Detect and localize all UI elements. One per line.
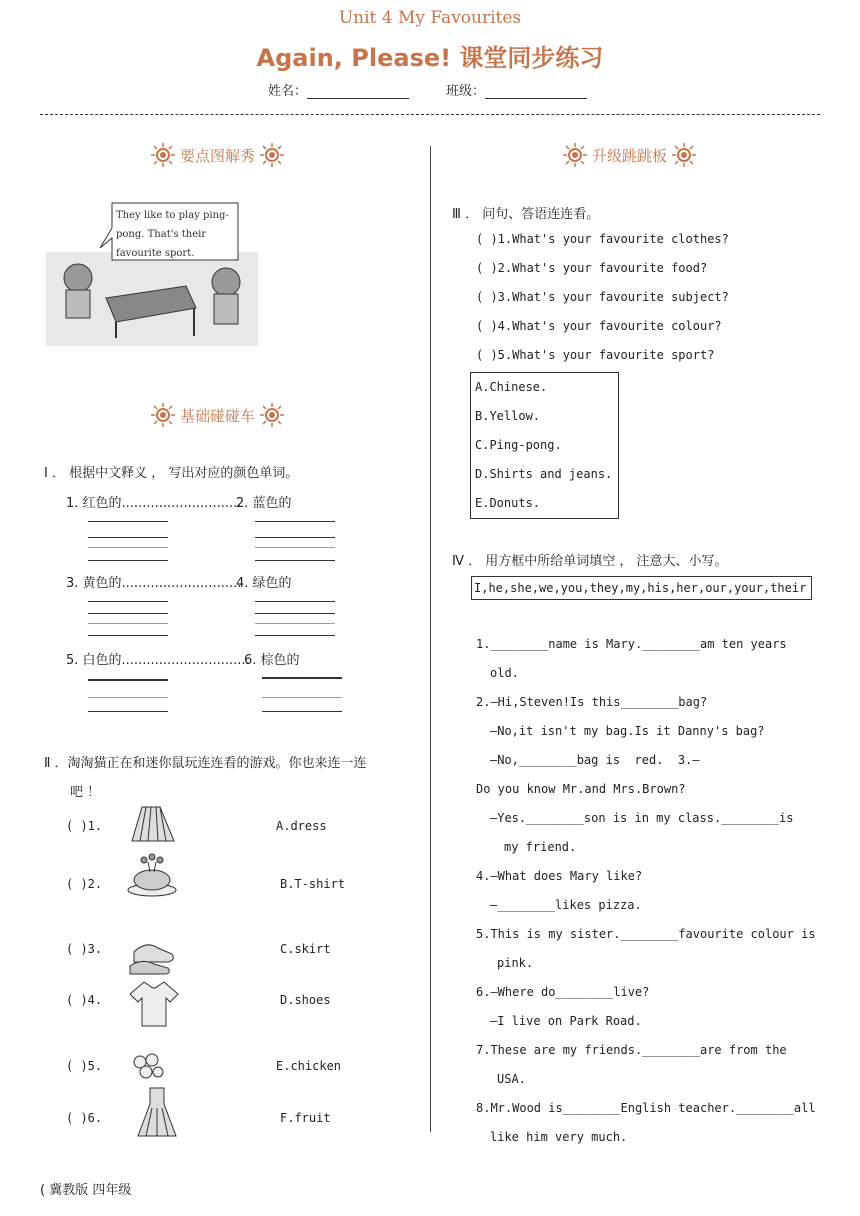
match-bracket[interactable]: ( )5. xyxy=(66,1059,103,1073)
writing-line[interactable] xyxy=(255,623,335,624)
name-blank[interactable] xyxy=(307,84,409,99)
part1-title: Ⅰ ． 根据中文释义 ， 写出对应的颜色单词。 xyxy=(44,466,299,481)
writing-line[interactable] xyxy=(255,560,335,561)
name-label: 姓名： xyxy=(268,84,308,99)
fill-line: Do you know Mr.and Mrs.Brown? xyxy=(476,782,686,796)
question-item[interactable]: ( )3.What's your favourite subject? xyxy=(476,290,729,304)
answer-option: D.Shirts and jeans. xyxy=(475,467,613,481)
writing-line[interactable] xyxy=(88,560,168,561)
color-prompt: 3. 黄色的............................. xyxy=(66,576,242,591)
part2-title: Ⅱ ．淘淘猫正在和迷你鼠玩连连看的游戏。你也来连一连 xyxy=(44,756,367,771)
color-prompt: 5. 白色的............................... xyxy=(66,653,250,668)
column-divider xyxy=(430,146,431,1132)
writing-line[interactable] xyxy=(255,547,335,548)
color-prompt: 4. 绿色的 xyxy=(236,576,292,591)
sun-ornament-icon xyxy=(562,142,588,168)
fill-line[interactable]: 8.Mr.Wood is________English teacher.________all xyxy=(476,1101,816,1115)
sun-ornament-icon xyxy=(671,142,697,168)
answer-options-box xyxy=(470,372,619,519)
writing-line[interactable] xyxy=(88,711,168,712)
fill-line[interactable]: 5.This is my sister.________favourite colour is xyxy=(476,927,816,941)
fill-line: pink. xyxy=(497,956,534,970)
writing-line[interactable] xyxy=(88,679,168,681)
writing-line[interactable] xyxy=(255,635,335,636)
writing-line[interactable] xyxy=(255,613,335,614)
writing-line[interactable] xyxy=(88,613,168,614)
writing-line[interactable] xyxy=(88,521,168,522)
writing-line[interactable] xyxy=(255,521,335,522)
sun-ornament-icon xyxy=(150,142,176,168)
fill-line: USA. xyxy=(497,1072,526,1086)
name-field[interactable] xyxy=(268,80,409,99)
part2-title-cont: 吧 ！ xyxy=(70,785,101,800)
fill-line: 4.—What does Mary like? xyxy=(476,869,643,883)
fill-line: like him very much. xyxy=(490,1130,628,1144)
skirt-icon xyxy=(128,803,178,845)
tshirt-icon xyxy=(128,978,180,1030)
answer-option: B.Yellow. xyxy=(475,409,541,423)
ping-pong-illustration xyxy=(46,198,258,346)
writing-line[interactable] xyxy=(88,601,168,602)
footer-text: ( 冀教版 四年级 xyxy=(40,1183,132,1198)
section-heading-3 xyxy=(562,142,697,168)
fill-line[interactable]: —Yes.________son is in my class.________is xyxy=(490,811,794,825)
match-answer: E.chicken xyxy=(276,1059,342,1073)
unit-title: Unit 4 My Favourites xyxy=(338,8,522,28)
fill-line: —I live on Park Road. xyxy=(490,1014,642,1028)
answer-option: C.Ping-pong. xyxy=(475,438,562,452)
color-prompt: 1. 红色的............................. xyxy=(66,496,242,511)
dashed-divider xyxy=(40,114,820,115)
writing-line[interactable] xyxy=(262,711,342,712)
dress-icon xyxy=(134,1086,180,1140)
writing-line[interactable] xyxy=(88,697,168,698)
fill-line: my friend. xyxy=(504,840,577,854)
question-item[interactable]: ( )4.What's your favourite colour? xyxy=(476,319,722,333)
sun-ornament-icon xyxy=(259,142,285,168)
writing-line[interactable] xyxy=(88,623,168,624)
section-heading-1 xyxy=(150,142,285,168)
sun-ornament-icon xyxy=(259,402,285,428)
answer-option: A.Chinese. xyxy=(475,380,548,394)
writing-line[interactable] xyxy=(262,697,342,698)
fill-line[interactable]: —________likes pizza. xyxy=(490,898,642,912)
class-label: 班级： xyxy=(446,84,486,99)
fill-line: —No,it isn't my bag.Is it Danny's bag? xyxy=(490,724,765,738)
match-answer: F.fruit xyxy=(280,1111,331,1125)
match-answer: A.dress xyxy=(276,819,327,833)
match-bracket[interactable]: ( )2. xyxy=(66,877,103,891)
fill-line[interactable]: 2.—Hi,Steven!Is this________bag? xyxy=(476,695,708,709)
fill-line[interactable]: 6.—Where do________live? xyxy=(476,985,650,999)
word-box: I,he,she,we,you,they,my,his,her,our,your,their xyxy=(471,576,812,600)
color-prompt: 2. 蓝色的 xyxy=(236,496,292,511)
writing-line[interactable] xyxy=(255,537,335,538)
match-answer: B.T-shirt xyxy=(280,877,346,891)
section-heading-2 xyxy=(150,402,285,428)
color-prompt: 6. 棕色的 xyxy=(244,653,300,668)
question-item[interactable]: ( )2.What's your favourite food? xyxy=(476,261,708,275)
answer-option: E.Donuts. xyxy=(475,496,541,510)
writing-line[interactable] xyxy=(88,547,168,548)
part4-title: Ⅳ ． 用方框中所给单词填空 ， 注意大、小写。 xyxy=(452,554,728,569)
fill-line[interactable]: —No,________bag is red. 3.— xyxy=(490,753,700,767)
shoes-icon xyxy=(128,936,178,976)
class-field[interactable] xyxy=(446,80,587,99)
match-bracket[interactable]: ( )3. xyxy=(66,942,103,956)
page-title: Again, Please! 课堂同步练习 xyxy=(256,44,604,72)
fruit-icon xyxy=(128,1050,168,1086)
match-bracket[interactable]: ( )6. xyxy=(66,1111,103,1125)
match-bracket[interactable]: ( )4. xyxy=(66,993,103,1007)
part3-title: Ⅲ ． 问句、答语连连看。 xyxy=(452,207,600,222)
writing-line[interactable] xyxy=(255,601,335,602)
sun-ornament-icon xyxy=(150,402,176,428)
match-bracket[interactable]: ( )1. xyxy=(66,819,103,833)
fill-line[interactable]: 1.________name is Mary.________am ten years xyxy=(476,637,787,651)
question-item[interactable]: ( )1.What's your favourite clothes? xyxy=(476,232,729,246)
section-title: 基础碰碰车 xyxy=(180,406,256,425)
match-answer: C.skirt xyxy=(280,942,331,956)
speech-bubble-text: They like to play ping-pong. That's their favourite sport. xyxy=(116,210,229,259)
section-title: 要点图解秀 xyxy=(180,146,256,165)
writing-line[interactable] xyxy=(88,635,168,636)
writing-line[interactable] xyxy=(88,537,168,538)
section-title: 升级跳跳板 xyxy=(592,146,668,165)
fill-line[interactable]: 7.These are my friends.________are from the xyxy=(476,1043,787,1057)
writing-line[interactable] xyxy=(262,677,342,679)
class-blank[interactable] xyxy=(485,84,587,99)
question-item[interactable]: ( )5.What's your favourite sport? xyxy=(476,348,715,362)
match-answer: D.shoes xyxy=(280,993,331,1007)
chicken-icon xyxy=(126,852,178,898)
fill-line: old. xyxy=(490,666,519,680)
